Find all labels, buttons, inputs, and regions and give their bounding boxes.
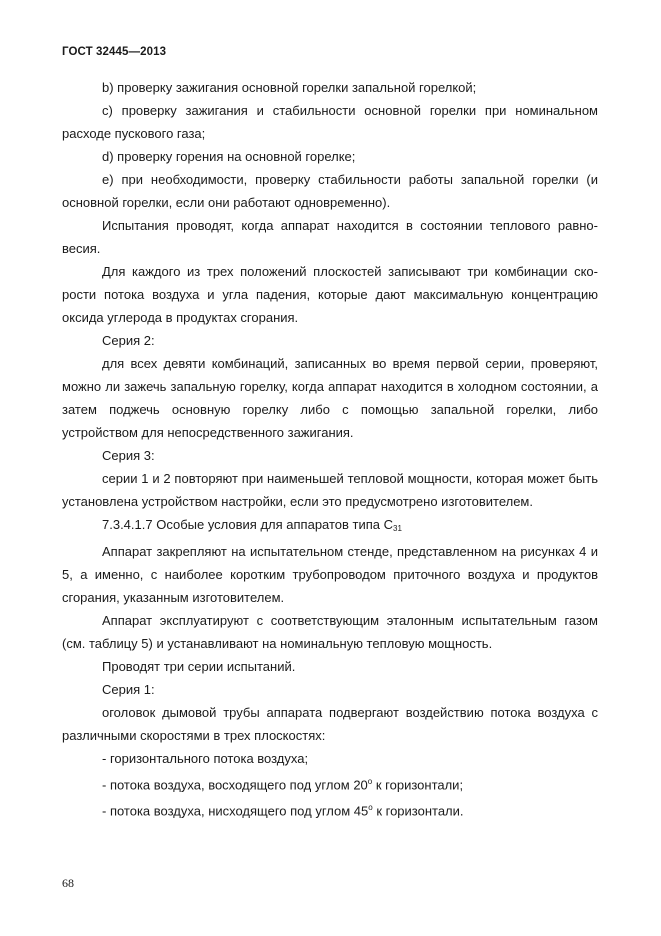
paragraph-three-series: Проводят три серии испытаний. (102, 659, 296, 674)
list-item-c: c) проверку зажигания и стабильности основной горелки при номинальном расходе пускового газа; (62, 103, 598, 141)
dash-item-ascending-tail: к горизонтали; (372, 777, 464, 793)
list-item-b: b) проверку зажигания основной горелки запальной горелкой; (102, 80, 477, 95)
subsection-subscript: 31 (393, 524, 402, 533)
degree-sign: о (367, 777, 373, 786)
series-3-text: серии 1 и 2 повторяют при наименьшей тепловой мощности, которая может быть установлена устройством настройки, если это предусмотрено изготовителем. (62, 471, 598, 509)
degree-sign: о (368, 803, 373, 813)
dash-item-descending-tail: к горизонтали. (372, 803, 464, 819)
paragraph-equilibrium: Испытания проводят, когда аппарат находится в состоянии теплового равновесия. (62, 218, 598, 256)
page-content (62, 76, 598, 823)
subsection-heading-text: 7.3.4.1.7 Особые условия для аппаратов типа С (102, 517, 394, 532)
dash-item-ascending (62, 770, 598, 796)
series-2-heading: Серия 2: (102, 333, 155, 348)
list-item-e: e) при необходимости, проверку стабильности работы запальной горелки (и основной горелки, если они работают одновременно). (62, 172, 598, 210)
subsection-heading (62, 513, 598, 540)
series-1-text: оголовок дымовой трубы аппарата подвергают воздействию потока воздуха с различными скоростями в трех плоскостях: (62, 705, 598, 743)
series-3-heading: Серия 3: (102, 448, 155, 463)
dash-item-ascending-text: - потока воздуха, восходящего под углом 20 (102, 777, 368, 793)
dash-item-horizontal: - горизонтального потока воздуха; (102, 751, 309, 766)
dash-item-descending (62, 796, 598, 822)
page-number: 68 (62, 876, 74, 890)
dash-item-descending-text: - потока воздуха, нисходящего под углом 45 (102, 803, 369, 819)
paragraph-combinations: Для каждого из трех положений плоскостей записывают три комбинации скорости потока воздуха и угла падения, которые дают максимальную концентрацию оксида углерода в продуктах сгорания. (62, 264, 598, 325)
paragraph-mounting: Аппарат закрепляют на испытательном стенде, представленном на рисунках 4 и 5, а именно, с наиболее коротким трубопроводом приточного воздуха и продуктов сгорания, указанным изготовителем. (62, 544, 598, 605)
document-code: ГОСТ 32445—2013 (62, 46, 167, 58)
series-1-heading: Серия 1: (102, 682, 155, 697)
series-2-text: для всех девяти комбинаций, записанных во время первой серии, проверяют, можно ли зажечь запальную горелку, когда аппарат находится в холодном состоянии, а затем поджечь основную горелку либо с помощью запальной горелки, либо устройством для непосредственного зажигания. (62, 356, 598, 440)
paragraph-operation: Аппарат эксплуатируют с соответствующим эталонным испытательным газом (см. таблицу 5) и устанавливают на номинальную тепловую мощность. (62, 613, 598, 651)
list-item-d: d) проверку горения на основной горелке; (102, 149, 356, 164)
